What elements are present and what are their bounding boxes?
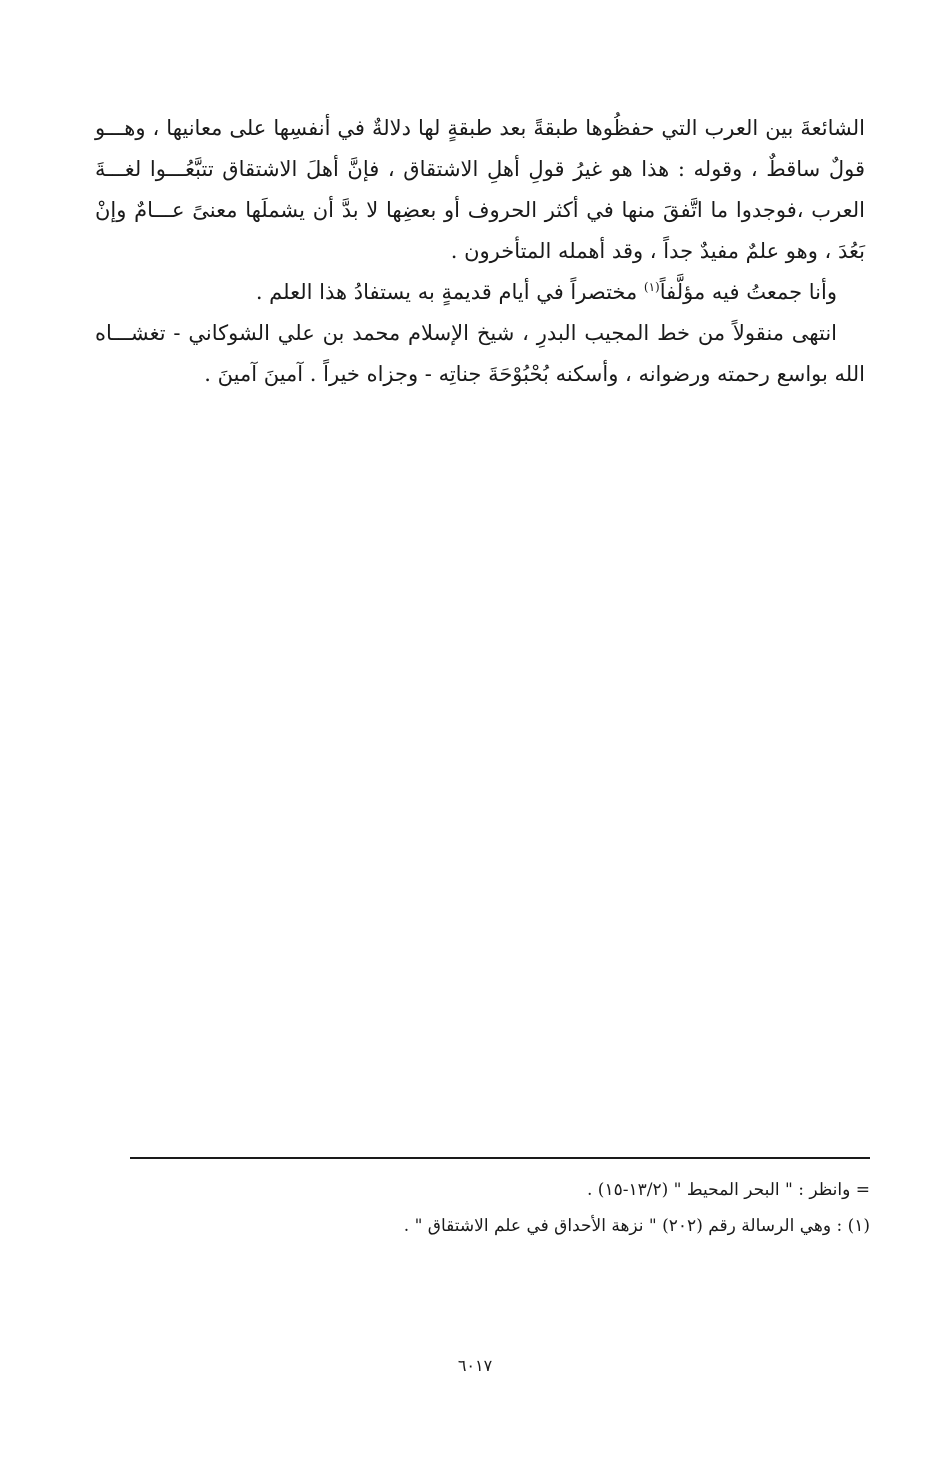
footnotes — [130, 1172, 870, 1244]
paragraph-2-end: مختصراً في أيام قديمةٍ به يستفادُ هذا العلم . — [255, 280, 644, 304]
paragraph-1: الشائعةَ بين العرب التي حفظُوها طبقةً بعد طبقةٍ لها دلالةٌ في أنفسِها على معانيها ، وهـــو قولٌ ساقطٌ ، وقوله : هذا هو غيرُ قولِ أهلِ الاشتقاق ، فإنَّ أهلَ الاشتقاق تتبَّعُـــوا لغـــةَ العرب ،فوجدوا ما اتَّفقَ منها في أكثر الحروف أو بعضِها لا بدَّ أن يشملَها معنىً عـــامٌ وإنْ بَعُدَ ، وهو علمٌ مفيدٌ جداً ، وقد أهمله المتأخرون . — [95, 116, 865, 263]
footnote-separator — [130, 1157, 870, 1159]
paragraph-2 — [95, 272, 865, 313]
page-number: ٦٠١٧ — [457, 1356, 493, 1375]
footnote-1: (١) : وهي الرسالة رقم (٢٠٢) " نزهة الأحداق في علم الاشتقاق " . — [403, 1216, 870, 1236]
paragraph-3: انتهى منقولاً من خط المجيب البدرِ ، شيخ الإسلام محمد بن علي الشوكاني - تغشـــاه الله بواسع رحمته ورضوانه ، وأسكنه بُحْبُوْحَةَ جناتِه - وجزاه خيراً . آمينَ آمينَ . — [95, 321, 865, 386]
paragraph-2-start: وأنا جمعتُ فيه مؤلَّفاً — [659, 280, 837, 304]
footnote-reference-1: (١) — [643, 280, 660, 294]
main-text — [95, 108, 865, 395]
footnote-continuation: = وانظر : " البحر المحيط " (١٣/٢-١٥) . — [586, 1180, 870, 1200]
